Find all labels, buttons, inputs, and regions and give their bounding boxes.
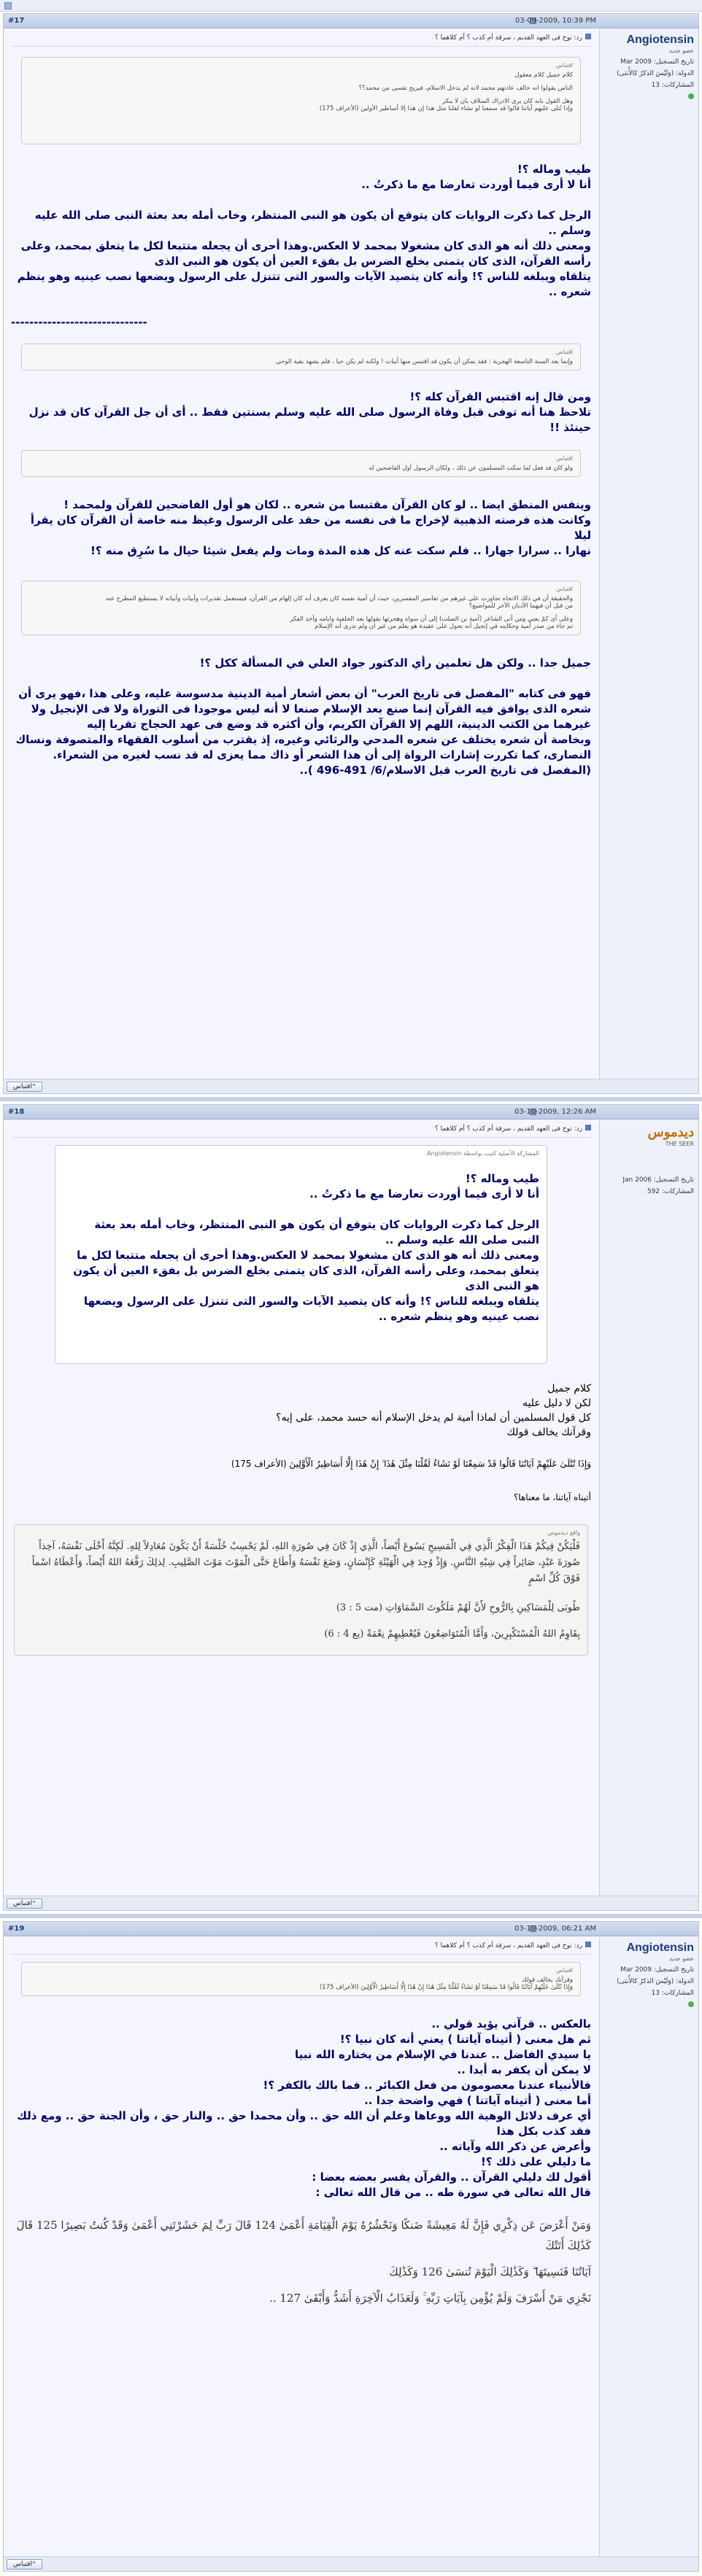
post-date: 03-09-2009, 10:39 PM xyxy=(514,17,596,25)
user-join-date: تاريخ التسجيل: Mar 2009 xyxy=(620,58,694,66)
post-18 xyxy=(3,1104,699,1911)
quote-text: وإنما بعد السنة التاسعة الهجرية : فقد يمكن أن يكون قد اقتبس منها أبيات ! ولكنه لم يكن حيا ، فلم يشهد بقية الوحى xyxy=(276,358,573,365)
text-line: أنا لا أرى فيما أوردت تعارضا مع ما ذكرتُ .. xyxy=(309,1187,539,1200)
ayah-line: وَمَنْ أَعْرَضَ عَن ذِكْرِي فَإِنَّ لَهُ مَعِيشَةً ضَنكًا وَنَحْشُرُهُ يَوْمَ الْقِيَامَةِ أَعْمَىٰ 124 قَالَ رَبِّ لِمَ حَشَرْتَنِي أَعْمَىٰ وَقَدْ كُنتُ بَصِيرًا 125 قَالَ كَذَٰلِكَ أَتَتْكَ xyxy=(16,2219,591,2252)
username-link[interactable]: Angiotensin xyxy=(626,34,694,46)
question-text: أتيناه آياتنا، ما معناها؟ xyxy=(513,1492,591,1502)
quote-line: وإذا تُتلى عليهم آياتنا قالوا قد سمعنا لو نشاء لقلنا مثل هذا إن هذا إلا أساطير الأولين (الأعراف 175) xyxy=(319,105,573,112)
quote-label: اقتباس xyxy=(555,455,573,462)
quote-block xyxy=(55,1145,547,1364)
quote-line: والحقيقة أن في ذلك الاتجاه تجاوزت على غيرهم من تفاسير المفسرين، حيث أن أمية نفسه كان يعرف أنه كان إلهام من القرآن، فيستعمل تقديرات وأبيات وأبياته لا يستطيع المطرح عنه xyxy=(105,595,573,602)
quote-button[interactable]: ❝ اقتباس xyxy=(7,2559,42,2569)
user-country: الدولة: (وَلَيْسَ الذكرُ كالأُنثى) xyxy=(617,70,694,77)
post-separator xyxy=(0,1097,702,1101)
username-link[interactable]: Angiotensin xyxy=(626,1941,694,1954)
quote-block xyxy=(21,581,581,635)
text-line xyxy=(11,671,591,686)
quote-line: الناس يقولوا انه خالف عادتهم محمد لانه لم يدخل الاسلام، فيريح نفسى من محمد؟؟ xyxy=(358,85,573,92)
user-country: الدولة: (وَلَيْسَ الذكرُ كالأُنثى) xyxy=(617,1978,694,1985)
quote-label: واقع ديدموس xyxy=(547,1529,580,1536)
ayah-text: وَإِذَا تُتْلَىٰ عَلَيْهِمْ آيَاتُنَا قَالُوا قَدْ سَمِعْنَا لَوْ نَشَاءُ لَقُلْنَا مِثْلَ هَٰذَا ۙ إِنْ هَٰذَا إِلَّا أَسَاطِيرُ الْأَوَّلِينَ (الأعراف 175) xyxy=(231,1459,591,1469)
bible-verse: بِقَاوِمُ اللهُ الْمُسْتَكْبِرِينَ، وَأَمَّا الْمُتَوَاضِعُونَ فَيُعْطِيهِمْ نِعْمَةً (يع 4 : 6) xyxy=(324,1629,580,1640)
text-line: يتلقاه ويبلغه للناس ؟! وأنه كان يتصيد الآيات والسور التى تتنزل على الرسول ويضعها نصب عينيه وهو ينظم شعره .. xyxy=(83,1295,539,1323)
user-title: THE SEER xyxy=(665,1141,694,1147)
text-line: ومعنى ذلك أنه هو الذى كان مشغولا بمحمد لا العكس.وهذا أحرى أن يجعله متتبعا لكل ما يتعلق بمحمد، وعلى رأسه القرآن، الذى كان يتمنى بخلع الضرس بل بفقء العين أن يكون هو النبى الذى xyxy=(73,1249,539,1292)
text-line: وكانت هذه فرصته الذهبية لإخراج ما فى نفسه من حقد على الرسول وغيظ منه خاصة أن القرآن كان يقرأ ليلا xyxy=(30,513,591,542)
quote-line: وقرآنك يخالف قولك xyxy=(521,1976,573,1984)
text-line: فهو فى كتابه "المفصل فى تاريخ العرب" أن بعض أشعار أمية الدينية مدسوسة عليه، وعلى هذا ،فهو يرى أن شعره الذى يوافق فيه القرآن إنما صنع بعد الإسلام صنعا لا أنه ليس موجودا فى التوراة ولا فى الإنجيل ولا غيرهما من الكتب الدينية، اللهم إلا القرآن الكريم، وأن أكثره قد وضع فى عهد الحجاج تقربا إليه xyxy=(18,687,591,731)
text-line: وبخاصة أن شعره يختلف عن شعره المدحي والرثائي وغيره، إذ يقترب من أسلوب الفقهاء والمتصوفة ونساك النصارى، كما تكررت إشارات الرواة إلى أن هذا الشعر أو ذاك مما يعزى له قد نسب لغيره من الشعراء. xyxy=(15,733,591,761)
text-line: (المفصل فى تاريخ العرب قبل الاسلام/6/ 491-496 ).. xyxy=(299,764,591,777)
bible-quote-block xyxy=(14,1524,588,1656)
text-line: فالأنبياء عندنا معصومون من فعل الكبائر .. فما بالك بالكفر ؟! xyxy=(263,2079,591,2092)
text-line: وينفس المنطق ايضا .. لو كان القرآن مقتبسا من شعره .. لكان هو أول الفاضحين للقرآن ولمحمد ! xyxy=(63,498,591,511)
top-strip xyxy=(0,0,702,12)
text-line: الرجل كما ذكرت الروايات كان يتوقع أن يكون هو النبى المنتظر، وخاب أمله بعد بعثة النبى صلى الله عليه وسلم .. xyxy=(94,1218,539,1246)
quote-label: اقتباس xyxy=(555,586,573,592)
post-subject-text: رد: نوح فى العهد القديم ، سرقة أم كذب ؟ أم كلاهما ؟ xyxy=(434,1125,582,1133)
online-status-icon xyxy=(688,2001,694,2007)
quote-button[interactable]: ❝ اقتباس xyxy=(7,1082,42,1092)
post-content xyxy=(4,1937,598,2556)
post-date: 03-10-2009, 06:21 AM xyxy=(514,1925,596,1933)
user-title: عضو جديد xyxy=(669,47,694,54)
post-subject xyxy=(11,1940,591,1955)
thread-icon xyxy=(4,2,12,9)
quote-line: وهل القول بانه كان يرى الادراك السلاف بان لا ينكر xyxy=(442,98,573,105)
text-line xyxy=(11,300,591,315)
quote-block xyxy=(21,344,581,371)
post-footer xyxy=(4,1079,698,1093)
online-status-icon xyxy=(688,93,694,99)
quoted-text xyxy=(63,1171,539,1324)
text-line: وقرآنك يخالف قولك xyxy=(506,1427,591,1438)
quote-block xyxy=(21,57,581,144)
text-line: يتلقاه ويبلغه للناس ؟! وأنه كان يتصيد الآيات والسور التى تتنزل على الرسول ويضعها نصب عينيه وهو ينظم شعره .. xyxy=(17,270,591,298)
user-title: عضو جديد xyxy=(669,1955,694,1962)
quote-block xyxy=(21,450,581,477)
post-footer xyxy=(4,1896,698,1910)
bible-verse: فَلْيَكُنْ فِيكُمْ هَذَا الْفِكْرُ الَّذِي فِي الْمَسِيحِ يَسُوعَ أَيْضاً، الَّذِي إِذْ كَانَ فِي صُورَةِ اللهِ، لَمْ يَحْسِبْ خُلْسَةً أَنْ يَكُونَ مُعَادِلاً لِلهِ. لَكِنَّهُ أَخْلَى نَفْسَهُ، آخِذاً صُورَةَ عَبْدٍ، صَائِراً فِي شِبْهِ النَّاسِ. وَإِذْ وُجِدَ فِي الْهَيْئَةِ كَإِنْسَانٍ، وَضَعَ نَفْسَهُ وَأَطَاعَ حَتَّى الْمَوْتَ مَوْتَ الصَّلِيبِ. لِذلِكَ رَفَّعَهُ اللهُ أَيْضاً، وَأَعْطَاهُ اسْماً فَوْقَ كُلِّ اسْمٍ xyxy=(31,1541,580,1584)
quote-line: من قبل أن فيهما الأديان الآخر للمواضيع؟ xyxy=(468,602,573,610)
post-separator xyxy=(0,1914,702,1918)
post-subject-text: رد: نوح فى العهد القديم ، سرقة أم كذب ؟ أم كلاهما ؟ xyxy=(434,1942,582,1950)
post-content xyxy=(4,1120,598,1896)
ayah-line: آيَاتُنَا فَنَسِيتَهَا ۖ وَكَذَٰلِكَ الْيَوْمَ تُنسَىٰ 126 وَكَذَٰلِكَ xyxy=(389,2265,591,2278)
subject-icon xyxy=(585,1941,591,1947)
quote-line: وعلى أى كمّ يعني ومن أتى الشاعر (أمية بن الصلت) إلى أن سواه وهجرتها تقولها بعد الخلفية وايامه وأخذ الفكر xyxy=(290,616,573,623)
text-line: نهارا .. سرارا جهارا .. فلم سكت عنه كل هذه المدة ومات ولم يفعل شيئا حيال ما سُرِق منه ؟! xyxy=(90,544,591,557)
ayah-line: نَجْزِي مَنْ أَسْرَفَ وَلَمْ يُؤْمِن بِآيَاتِ رَبِّهِ ۚ وَلَعَذَابُ الْآخِرَةِ أَشَدُّ وَأَبْقَىٰ 127 .. xyxy=(269,2292,591,2305)
text-line: لكن لا دليل عليه xyxy=(522,1397,591,1409)
text-line: وأعرض عن ذكر الله وآياته .. xyxy=(439,2140,591,2153)
user-post-count: المشاركات: 592 xyxy=(647,1188,694,1195)
quote-label: اقتباس xyxy=(555,349,573,355)
post-subject xyxy=(11,1123,591,1138)
quote-block xyxy=(21,1962,581,1996)
quote-header: المشاركة الأصلية كتبت بواسطة Angiotensin xyxy=(427,1150,539,1157)
post-date: 03-10-2009, 12:26 AM xyxy=(514,1108,596,1116)
post-19 xyxy=(3,1921,699,2572)
quote-line: ثم جاء من صدر أمية وحكايته في إنجيل أنه تحول على عقيدة هو يعلم من غير ان ولم تدرى أنه الإسلام xyxy=(315,623,573,630)
post-17 xyxy=(3,13,699,1094)
post-subject-text: رد: نوح فى العهد القديم ، سرقة أم كذب ؟ أم كلاهما ؟ xyxy=(434,34,582,42)
quote-text: ولو كان قد فعل لما سكت المسلمون عن ذلك ، ولكان الرسول أول الفاضحين له xyxy=(369,465,573,472)
text-line: الرجل كما ذكرت الروايات كان يتوقع أن يكون هو النبى المنتظر، وخاب أمله بعد بعثة النبى صلى الله عليه وسلم .. xyxy=(34,209,591,237)
post-text xyxy=(11,389,591,435)
post-subject xyxy=(11,32,591,47)
text-line: ومعنى ذلك أنه هو الذى كان مشغولا بمحمد لا العكس.وهذا أحرى أن يجعله متتبعا لكل ما يتعلق بمحمد، وعلى رأسه القرآن، الذى كان يتمنى بخلع الضرس بل بفقء العين أن يكون هو النبى الذى xyxy=(20,239,591,268)
subject-icon xyxy=(585,1125,591,1130)
text-line: بالعكس .. قرآني يؤيد قولي .. xyxy=(431,2017,591,2030)
text-line xyxy=(11,193,591,208)
text-line: ومن قال إنه اقتبس القرآن كله ؟! xyxy=(409,390,591,403)
post-text xyxy=(11,1381,591,1440)
bible-verse: طُوبَى لِلْمَسَاكِينِ بِالرُّوحِ لأَنَّ لَهُمْ مَلَكُوتَ السَّمَاوَاتِ (مت 5 : 3) xyxy=(336,1602,580,1613)
post-text xyxy=(11,2017,591,2200)
text-line: ما دليلي على ذلك ؟! xyxy=(481,2155,591,2168)
text-line: أما معنى ( أتيناه آياتنا ) فهي واضحة جدا .. xyxy=(364,2094,591,2107)
text-line xyxy=(63,1202,539,1217)
text-line: أنا لا أرى فيما أوردت تعارضا مع ما ذكرتُ .. xyxy=(361,178,591,191)
quote-label: اقتباس xyxy=(555,1967,573,1974)
text-line: جميل جدا .. ولكن هل تعلمين رأي الدكتور جواد العلي في المسألة ككل ؟! xyxy=(199,656,591,670)
username-link[interactable]: ديدموس xyxy=(647,1125,694,1139)
user-info xyxy=(599,29,698,1079)
user-join-date: تاريخ التسجيل: Jan 2006 xyxy=(622,1176,694,1184)
user-join-date: تاريخ التسجيل: Mar 2009 xyxy=(620,1966,694,1974)
quote-label: اقتباس xyxy=(555,62,573,69)
subject-icon xyxy=(585,34,591,39)
post-text xyxy=(11,656,591,778)
text-line: قال الله تعالى في سورة طه .. من قال الله تعالى : xyxy=(315,2186,591,2199)
post-number-link[interactable]: #17 xyxy=(8,17,25,25)
post-header xyxy=(4,14,698,28)
text-line: كل قول المسلمين أن لماذا أمية لم يدخل الإسلام أنه حسد محمد، على إيه؟ xyxy=(276,1412,591,1424)
text-line: أي عرف دلائل الوهية الله ووعاها وعلم أن الله حق .. وأن محمدا حق .. والنار حق ، وأن الجنة حق .. ومع ذلك فقد كذب بكل هذا xyxy=(17,2109,591,2138)
user-post-count: المشاركات: 13 xyxy=(651,1990,694,1997)
post-header xyxy=(4,1922,698,1936)
text-line: طيب وماله ؟! xyxy=(517,163,591,176)
text-line: أقول لك دليلي القرآن .. والقرآن يفسر بعضه بعضا : xyxy=(312,2170,591,2184)
quote-line: كلام جميل كلام معقول xyxy=(514,71,573,79)
post-number-link[interactable]: #19 xyxy=(8,1925,25,1933)
text-line: طيب وماله ؟! xyxy=(465,1172,539,1185)
separator-line: ------------------------------ xyxy=(11,316,147,329)
text-line: ثم هل معنى ( أتيناه آياتنا ) يعني أنه كان نبيا ؟! xyxy=(339,2033,591,2046)
text-line: يا سيدي الفاضل .. عندنا في الإسلام من يختاره الله نبيا xyxy=(295,2048,591,2061)
post-content xyxy=(4,29,598,1079)
text-line: تلاحظ هنا أنه توفى قبل وفاة الرسول صلى الله عليه وسلم بسنتين فقط .. أى أن جل القرآن كان قد نزل حينئذ !! xyxy=(28,406,591,434)
user-info xyxy=(599,1120,698,1896)
post-header xyxy=(4,1105,698,1120)
post-footer xyxy=(4,2556,698,2571)
post-text xyxy=(11,162,591,330)
text-line: لا يمكن أن يكفر به أبدا .. xyxy=(457,2063,591,2076)
text-line: كلام جميل xyxy=(547,1383,591,1394)
user-post-count: المشاركات: 13 xyxy=(651,82,694,89)
ayah-block xyxy=(11,2215,591,2308)
user-info xyxy=(599,1937,698,2556)
post-text xyxy=(11,497,591,559)
quote-button[interactable]: ❝ اقتباس xyxy=(7,1898,42,1909)
quote-line: وَإِذَا تُتْلَىٰ عَلَيْهِمْ آيَاتُنَا قَالُوا قَدْ سَمِعْنَا لَوْ نَشَاءُ لَقُلْنَا مِثْلَ هَٰذَا إِنْ هَٰذَا إِلَّا أَسَاطِيرُ الْأَوَّلِينَ (الأعراف 175) xyxy=(319,1984,573,1991)
post-number-link[interactable]: #18 xyxy=(8,1108,25,1116)
